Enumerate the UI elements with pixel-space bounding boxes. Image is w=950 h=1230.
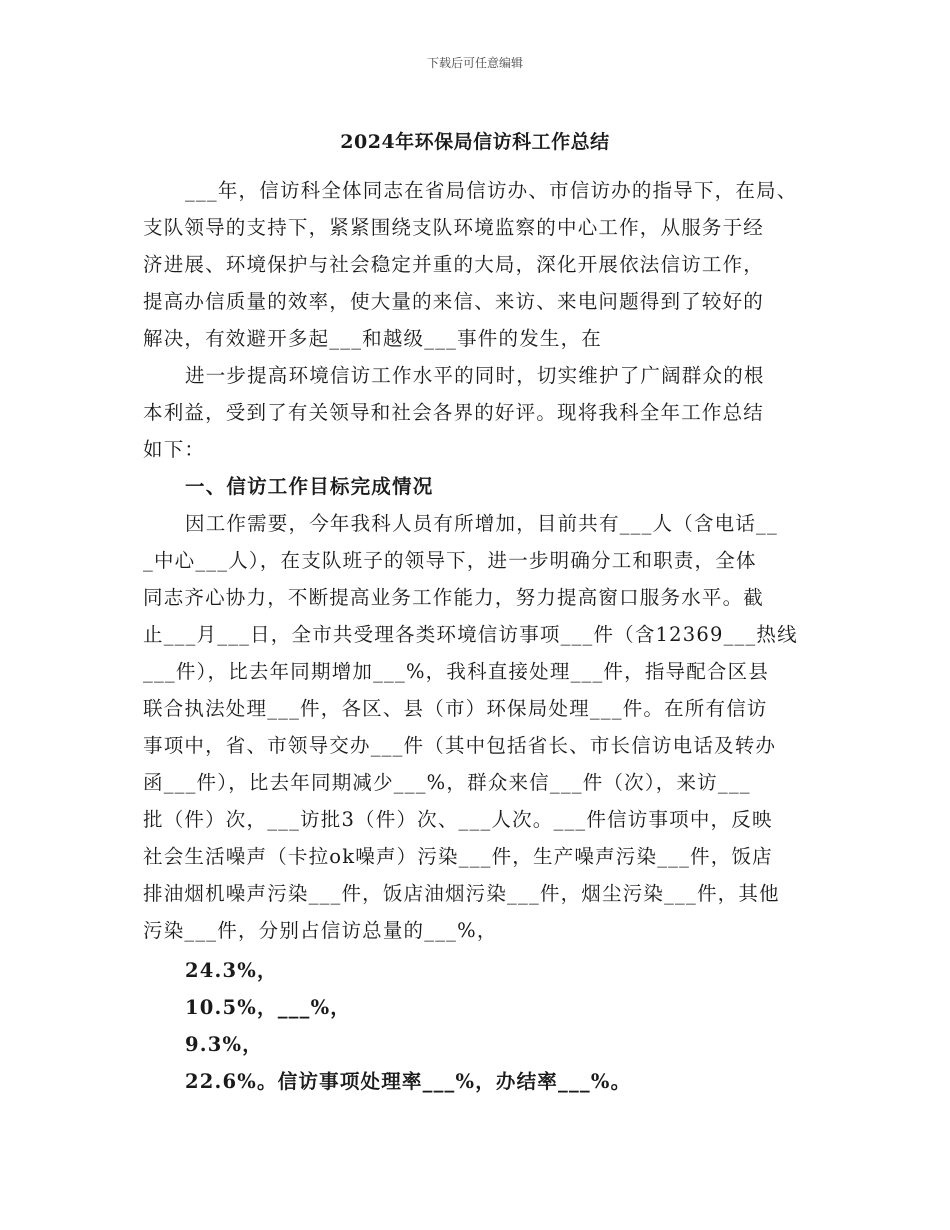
paragraph-line: ___年，信访科全体同志在省局信访办、市信访办的指导下，在局、 bbox=[185, 179, 798, 202]
paragraph-line: 进一步提高环境信访工作水平的同时，切实维护了广阔群众的根 bbox=[185, 364, 765, 387]
percentage-line: 22.6%。信访事项处理率___%，办结率___%。 bbox=[185, 1070, 632, 1093]
paragraph-line: 止___月___日，全市共受理各类环境信访事项___件（含12369___热线 bbox=[143, 623, 798, 646]
paragraph-line: 济进展、环境保护与社会稳定并重的大局，深化开展依法信访工作， bbox=[143, 253, 765, 276]
paragraph-line: 本利益，受到了有关领导和社会各界的好评。现将我科全年工作总结 bbox=[143, 401, 765, 424]
paragraph-line: 批（件）次，___访批3（件）次、___人次。___件信访事项中，反映 bbox=[143, 808, 773, 831]
paragraph-line: 函___件），比去年同期减少___%，群众来信___件（次），来访___ bbox=[143, 771, 751, 794]
paragraph-line: 因工作需要，今年我科人员有所增加，目前共有___人（含电话__ bbox=[185, 512, 778, 535]
paragraph-line: 社会生活噪声（卡拉ok噪声）污染___件，生产噪声污染___件，饭店 bbox=[143, 845, 773, 868]
paragraph-line: 如下： bbox=[143, 438, 206, 461]
percentage-line: 24.3%， bbox=[185, 959, 278, 982]
paragraph-line: 支队领导的支持下，紧紧围绕支队环境监察的中心工作，从服务于经 bbox=[143, 216, 765, 239]
paragraph-line: _中心___人），在支队班子的领导下，进一步明确分工和职责，全体 bbox=[143, 549, 757, 572]
paragraph-line: 同志齐心协力，不断提高业务工作能力，努力提高窗口服务水平。截 bbox=[143, 586, 765, 609]
paragraph-line: 排油烟机噪声污染___件，饭店油烟污染___件，烟尘污染___件，其他 bbox=[143, 882, 780, 905]
paragraph-line: 提高办信质量的效率，使大量的来信、来访、来电问题得到了较好的 bbox=[143, 290, 765, 313]
paragraph-line: 解决，有效避开多起___和越级___事件的发生，在 bbox=[143, 327, 603, 350]
paragraph-line: 污染___件，分别占信访总量的___%， bbox=[143, 919, 498, 942]
section-heading: 一、信访工作目标完成情况 bbox=[185, 475, 434, 498]
percentage-line: 9.3%， bbox=[185, 1033, 263, 1056]
paragraph-line: ___件），比去年同期增加___%，我科直接处理___件，指导配合区县 bbox=[143, 660, 770, 683]
document-title: 2024年环保局信访科工作总结 bbox=[340, 131, 610, 153]
paragraph-line: 事项中，省、市领导交办___件（其中包括省长、市长信访电话及转办 bbox=[143, 734, 777, 757]
percentage-line: 10.5%，___%， bbox=[185, 996, 352, 1019]
paragraph-line: 联合执法处理___件，各区、县（市）环保局处理___件。在所有信访 bbox=[143, 697, 768, 720]
download-note: 下载后可任意编辑 bbox=[426, 56, 523, 70]
